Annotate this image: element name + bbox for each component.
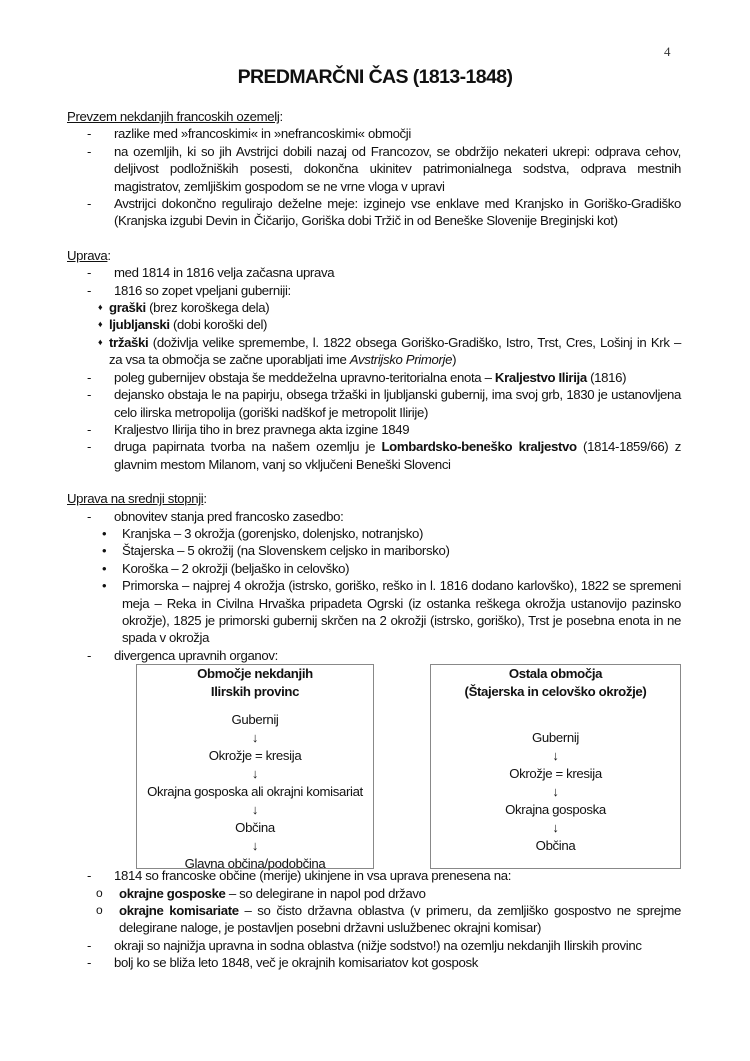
list-item-text: divergenca upravnih organov:: [114, 647, 278, 663]
dash-marker: -: [87, 369, 92, 385]
gubernij-name: graški: [109, 300, 146, 316]
list-item-text: druga papirnata tvorba na našem ozemlju je: [114, 439, 382, 455]
diagram-title: Ilirskih provinc: [210, 684, 300, 700]
dash-list: [67, 125, 681, 229]
list-item-text: (1816): [586, 369, 627, 385]
list-item-text: razlike med »francoskimi« in »nefrancoskimi« območji: [114, 126, 411, 142]
section-heading-line: [67, 247, 681, 264]
list-item: [87, 282, 681, 299]
bullet-icon: •: [102, 578, 107, 594]
dash-marker: -: [87, 282, 92, 298]
section-heading: Prevzem nekdanjih francoskih ozemelj: [67, 109, 280, 124]
list-item: [87, 386, 681, 421]
colon: :: [279, 109, 283, 124]
document-body: [67, 108, 681, 989]
gubernij-note-end: ): [452, 352, 457, 368]
list-item: [87, 867, 681, 884]
arrow-down-icon: ↓: [251, 730, 259, 746]
dash-marker: -: [87, 126, 92, 142]
gubernij-note: (brez koroškega dela): [145, 300, 270, 316]
bold-term: okrajne komisariate: [119, 903, 239, 918]
dezela-item: [102, 525, 681, 542]
diagram-ostala-obmocja: [430, 664, 681, 869]
list-item-text: bolj ko se bliža leto 1848, več je okrajnih komisariatov kot gosposk: [114, 955, 478, 971]
dezela-item: [102, 577, 681, 647]
list-item-text: Primorska – najprej 4 okrožja (istrsko, goriško, reško in l. 1816 dodano karlovško), 1822 se spremeni meja – Reka in Civilna Hrvaška pripadeta Ogrski (iz ostanka reškega okrožja ustanovijo pazinsko okrožje), 1825 je primorski gubernij skrčen na 2 okrožji (istrsko, goriško), Trst je posebna enota in ne spada v okrožja: [122, 578, 681, 646]
sub-item: [96, 885, 681, 902]
page-number: 4: [664, 44, 671, 59]
divergence-diagrams: [67, 664, 681, 882]
list-item-text: dejansko obstaja le na papirju, obsega tržaški in ljubljanski gubernij, ima svoj grb, 1830 je ustanovljena celo ilirska metropolija (goriški nadškof je metropolit Ilirije): [114, 387, 681, 420]
diagram-ilirske-province: [136, 664, 374, 872]
gubernij-name: tržaški: [109, 334, 149, 350]
list-item: [87, 125, 681, 142]
dash-list: [67, 508, 681, 525]
section-heading: Uprava: [67, 247, 108, 263]
diagram-step: Okrožje = kresija: [509, 766, 602, 782]
arrow-down-icon: ↓: [552, 820, 559, 836]
diagram-step: Glavna občina/podobčina: [184, 856, 326, 872]
diagram-step: Okrajna gosposka: [505, 802, 606, 818]
gubernij-italic-term: Avstrijsko Primorje: [349, 352, 453, 368]
diagram-title: Ostala območja: [508, 666, 603, 682]
list-item-text: med 1814 in 1816 velja začasna uprava: [114, 265, 335, 281]
list-item-text: Kranjska – 3 okrožja (gorenjsko, dolenjsko, notranjsko): [122, 525, 424, 541]
list-item: [87, 508, 681, 525]
circle-bullet-icon: o: [96, 885, 103, 900]
diagram-title: Območje nekdanjih: [197, 666, 313, 682]
list-item: [87, 954, 681, 971]
list-item-text: poleg gubernijev obstaja še meddeželna upravno-teritorialna enota –: [114, 369, 495, 385]
dezela-item: [102, 542, 681, 559]
colon: :: [107, 247, 111, 263]
dezela-item: [102, 560, 681, 577]
arrow-down-icon: ↓: [251, 802, 259, 818]
section-srednja-stopnja: [67, 490, 681, 972]
list-item-text: Avstrijci dokončno regulirajo deželne meje: izginejo vse enklave med Kranjsko in Goriško-Gradiško (Kranjska izgubi Devin in Čičarijo, Goriška dobi Tržič in od Beneške Slovenije Breginjski kot): [114, 196, 681, 229]
list-item: [87, 369, 681, 386]
diagram-step: Gubernij: [231, 712, 279, 728]
bullet-icon: •: [102, 525, 107, 541]
section-heading-line: [67, 108, 681, 125]
section-prevzem: [67, 108, 681, 230]
arrow-down-icon: ↓: [552, 748, 559, 764]
dash-marker: -: [87, 265, 92, 281]
gubernij-item: [98, 334, 681, 369]
bold-term: Kraljestvo Ilirija: [494, 369, 587, 385]
diagram-step: Občina: [535, 838, 576, 854]
dash-marker: -: [87, 955, 92, 971]
section-uprava: [67, 247, 681, 473]
list-item-text: Štajerska – 5 okrožij (na Slovenskem celjsko in mariborsko): [122, 543, 450, 559]
dash-marker: -: [87, 868, 92, 884]
list-item: [87, 647, 681, 664]
list-item-text: 1814 so francoske občine (merije) ukinjene in vsa uprava prenesena na:: [114, 868, 512, 884]
list-item-text: na ozemljih, ki so jih Avstrijci dobili nazaj od Francozov, se obdržijo nekateri ukrepi: odprava cehov, deljivost podložniških posesti, dokončna ukinitev patrimonialnega sodstva, odprava mestnih magistratov, zemljiškim gospodom se ne vrne vloga v upravi: [114, 143, 681, 194]
dash-marker: -: [87, 647, 92, 663]
dash-list: [67, 264, 681, 299]
list-item: [87, 421, 681, 438]
diamond-bullet-icon: ♦: [98, 302, 103, 313]
diagram-step: Okrožje = kresija: [208, 748, 302, 764]
list-item-text: Kraljestvo Ilirija tiho in brez pravnega akta izgine 1849: [114, 421, 410, 437]
diamond-bullet-icon: ♦: [98, 336, 103, 347]
arrow-down-icon: ↓: [251, 838, 259, 854]
gubernij-item: [98, 316, 681, 333]
gubernij-list: [67, 299, 681, 369]
circle-list: [67, 885, 681, 937]
gubernij-name: ljubljanski: [109, 317, 170, 333]
list-item: [87, 195, 681, 230]
list-item: [87, 143, 681, 195]
bullet-icon: •: [102, 560, 107, 576]
circle-bullet-icon: o: [96, 903, 103, 917]
sub-item: [96, 902, 681, 937]
dash-list: [67, 937, 681, 972]
dash-marker: -: [87, 508, 92, 524]
list-item: [87, 937, 681, 954]
list-item: [87, 438, 681, 473]
dash-marker: -: [87, 439, 92, 455]
bold-term: Lombardsko-beneško kraljestvo: [381, 439, 577, 455]
diagram-step: Občina: [235, 820, 275, 836]
list-item-text: (1814-1859/66) z glavnim mestom Milanom, vanj so vključeni Beneški Slovenci: [114, 439, 681, 472]
list-item-text: 1816 so zopet vpeljani guberniji:: [114, 282, 291, 298]
bullet-list: [67, 525, 681, 647]
list-item-text: – so delegirane in napol pod državo: [225, 885, 426, 901]
gubernij-item: [98, 299, 681, 316]
dash-marker: -: [87, 421, 92, 437]
dash-list: [67, 867, 681, 884]
list-item-text: – so čisto državna oblastva (v primeru, da zemljiško gospostvo ne sprejme delegirane naloge, je postavljen posebni državni uslužbenec okrajni komisar): [119, 903, 681, 936]
dash-marker: -: [87, 387, 92, 403]
colon: :: [203, 491, 207, 507]
arrow-down-icon: ↓: [552, 784, 559, 800]
page-title: PREDMARČNI ČAS (1813-1848): [237, 66, 513, 88]
dash-list: [67, 369, 681, 473]
bullet-icon: •: [102, 543, 107, 559]
list-item-text: obnovitev stanja pred francosko zasedbo:: [114, 508, 344, 524]
dash-list: [67, 647, 681, 664]
gubernij-note: (dobi koroški del): [169, 317, 268, 333]
list-item-text: okraji so najnižja upravna in sodna oblastva (nižje sodstvo!) na ozemlju nekdanjih Ilirskih provinc: [114, 937, 642, 953]
gubernij-note: (doživlja velike spremembe, l. 1822 obsega Goriško-Gradiško, Istro, Trst, Cres, Lošinj in Krk – za vsa ta območja se začne uporabljati ime: [109, 334, 681, 368]
diagram-step: Okrajna gosposka ali okrajni komisariat: [147, 784, 363, 800]
bold-term: okrajne gosposke: [119, 885, 226, 901]
dash-marker: -: [87, 937, 92, 953]
diagram-title: (Štajerska in celovško okrožje): [464, 684, 647, 700]
diamond-bullet-icon: ♦: [98, 319, 103, 330]
arrow-down-icon: ↓: [251, 766, 259, 782]
section-heading-line: [67, 490, 681, 507]
list-item-text: Koroška – 2 okrožji (beljaško in celovško): [122, 560, 350, 576]
diagram-step: Gubernij: [531, 730, 580, 746]
dash-marker: -: [87, 143, 92, 159]
section-heading: Uprava na srednji stopnji: [67, 491, 204, 507]
list-item: [87, 264, 681, 281]
dash-marker: -: [87, 196, 92, 212]
